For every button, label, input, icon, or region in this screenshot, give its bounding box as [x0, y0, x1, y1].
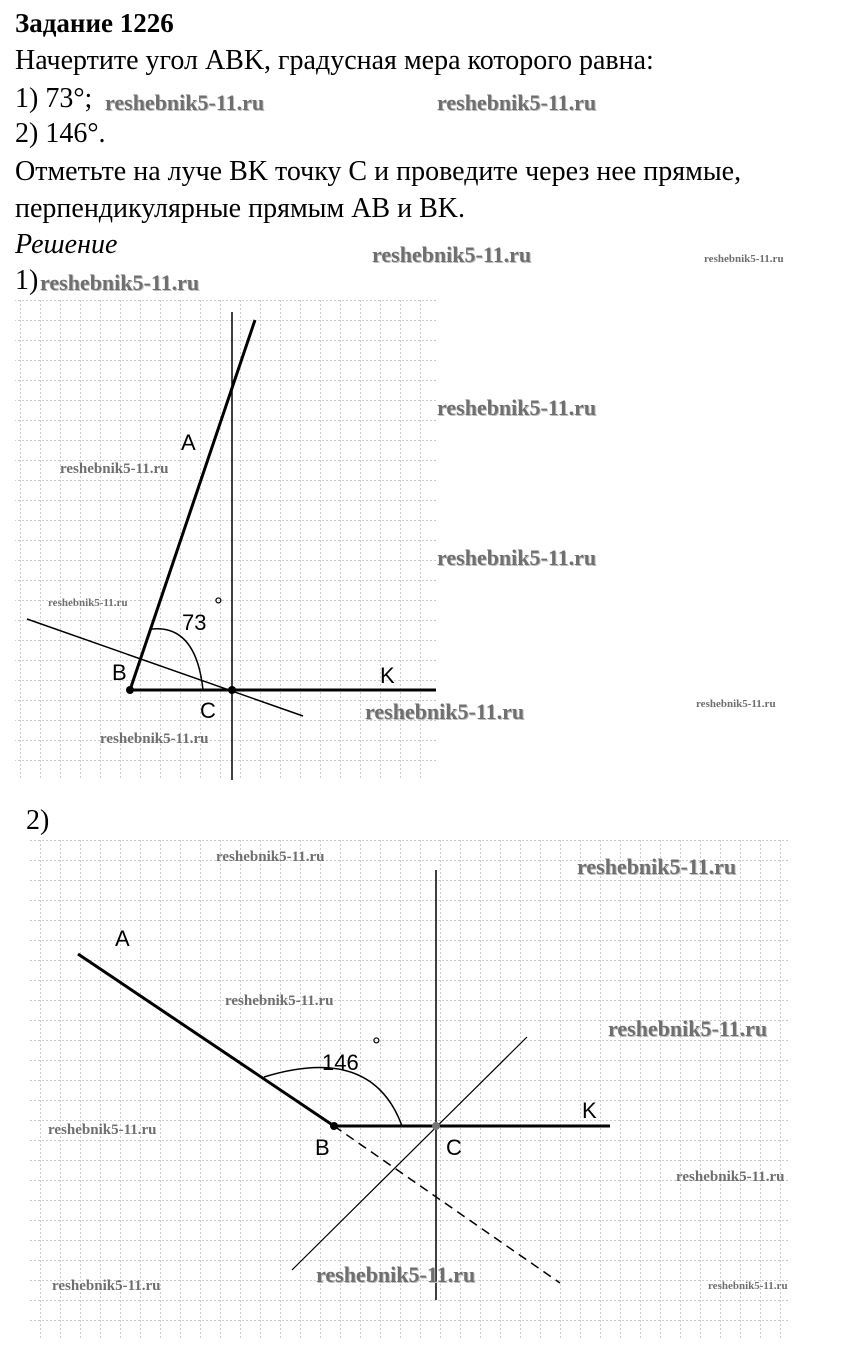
label-c: C — [446, 1135, 462, 1160]
watermark: reshebnik5-11.ru — [105, 90, 265, 115]
task-statement-2: Отметьте на луче BK точку C и проведите через нее прямые, — [15, 156, 742, 187]
point-b — [126, 686, 134, 694]
watermark: reshebnik5-11.ru — [708, 1280, 788, 1292]
label-b: B — [315, 1135, 330, 1160]
watermark: reshebnik5-11.ru — [365, 699, 525, 724]
watermark: reshebnik5-11.ru — [704, 253, 784, 265]
solution-heading: Решение — [15, 229, 118, 260]
watermark: reshebnik5-11.ru — [60, 461, 169, 477]
point-c — [228, 686, 236, 694]
label-a: A — [181, 430, 196, 455]
watermark: reshebnik5-11.ru — [696, 698, 776, 710]
watermark: reshebnik5-11.ru — [216, 849, 325, 865]
watermark: reshebnik5-11.ru — [372, 242, 532, 267]
watermark: reshebnik5-11.ru — [48, 1122, 157, 1138]
angle-label-146: 146 — [322, 1050, 359, 1075]
label-k: K — [582, 1098, 597, 1123]
watermark: reshebnik5-11.ru — [608, 1016, 768, 1041]
watermark: reshebnik5-11.ru — [676, 1169, 785, 1185]
degree-mark-2: ° — [372, 1033, 381, 1058]
watermark: reshebnik5-11.ru — [40, 270, 200, 295]
label-a: A — [115, 926, 130, 951]
solution-part-2-label: 2) — [26, 805, 50, 836]
watermark: reshebnik5-11.ru — [577, 854, 737, 879]
label-k: K — [380, 663, 395, 688]
task-statement: Начертите угол ABK, градусная мера которого равна: — [15, 45, 654, 76]
watermark: reshebnik5-11.ru — [48, 597, 128, 609]
watermark: reshebnik5-11.ru — [225, 993, 334, 1009]
watermark: reshebnik5-11.ru — [316, 1262, 476, 1287]
watermark: reshebnik5-11.ru — [100, 731, 209, 747]
watermark: reshebnik5-11.ru — [52, 1278, 161, 1294]
watermark: reshebnik5-11.ru — [437, 545, 597, 570]
watermark: reshebnik5-11.ru — [437, 395, 597, 420]
solution-part-1-label: 1) — [15, 265, 39, 296]
task-title: Задание 1226 — [15, 8, 174, 38]
task-item-2: 2) 146°. — [15, 118, 106, 149]
point-b — [330, 1122, 338, 1130]
label-b: B — [112, 660, 127, 685]
label-c: C — [200, 698, 216, 723]
point-c — [432, 1122, 440, 1130]
watermark: reshebnik5-11.ru — [437, 90, 597, 115]
angle-label-73: 73 — [182, 610, 207, 635]
task-statement-3: перпендикулярные прямым AB и BK. — [15, 193, 465, 224]
task-item-1: 1) 73°; — [15, 83, 93, 114]
degree-mark-1: ° — [214, 593, 223, 618]
